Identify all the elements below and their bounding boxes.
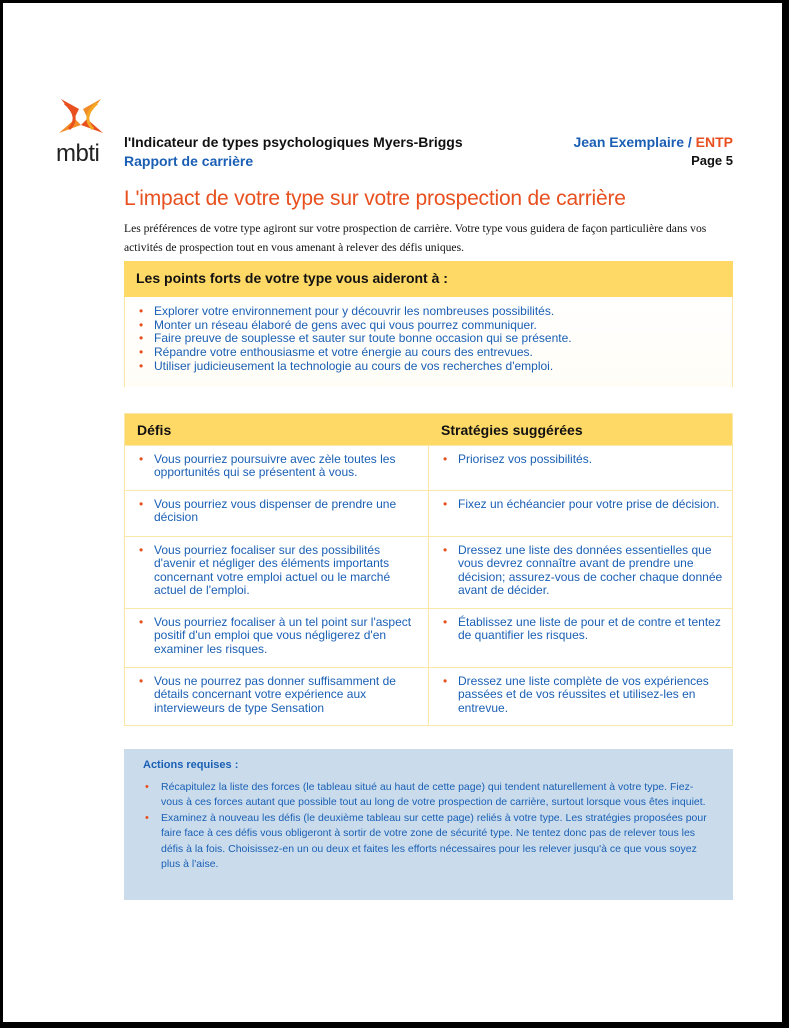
actions-list	[143, 780, 713, 872]
strength-item: • Faire preuve de souplesse et sauter sur toute bonne occasion qui se présente.	[137, 332, 732, 346]
table-row	[125, 667, 732, 725]
person-name-type	[573, 134, 733, 150]
header-challenges: Défis	[137, 422, 172, 438]
person-name: Jean Exemplaire	[573, 134, 684, 150]
table-row	[125, 608, 732, 667]
strength-item: • Utiliser judicieusement la technologie au cours de vos recherches d'emploi.	[137, 360, 732, 374]
strategy-cell	[429, 446, 732, 490]
strategy-cell	[429, 491, 732, 536]
challenge-text: • Vous pourriez focaliser sur des possibilités d'avenir et négliger des éléments importants concernant votre emploi actuel ou le marché actuel de l'emploi.	[137, 544, 420, 598]
strengths-body	[124, 297, 733, 387]
strengths-box	[124, 261, 733, 387]
actions-box	[124, 749, 733, 900]
page-title: L'impact de votre type sur votre prospection de carrière	[124, 187, 626, 210]
table-row	[125, 490, 732, 536]
challenge-cell	[125, 668, 429, 725]
table-row	[125, 445, 732, 490]
name-separator: /	[687, 134, 692, 150]
challenge-cell	[125, 537, 429, 608]
report-title: l'Indicateur de types psychologiques Myers-Briggs	[124, 134, 463, 150]
mbti-star-logo-icon	[55, 95, 107, 139]
strategy-text: • Établissez une liste de pour et de contre et tentez de quantifier les risques.	[441, 616, 724, 643]
actions-title: Actions requises :	[143, 759, 239, 771]
mbti-logo-text: mbti	[56, 140, 100, 167]
strategy-text: • Priorisez vos possibilités.	[441, 453, 724, 466]
strategy-text: • Dressez une liste des données essentielles que vous devrez connaître avant de prendre une décision; assurez-vous de cocher chaque donnée avant de décider.	[441, 544, 724, 598]
strategy-cell	[429, 668, 732, 725]
action-item: • Examinez à nouveau les défis (le deuxième tableau sur cette page) reliés à votre type. Les stratégies proposées pour faire face à ces défis vous obligeront à sortir de votre zone de sécurité type. Ne tentez donc pas de relever tous les défis à la fois. Choisissez-en un ou deux et faites les efforts nécessaires pour les relever jusqu'à ce que vous soyez plus à l'aise.	[143, 811, 713, 873]
table-row	[125, 536, 732, 608]
challenges-table	[124, 413, 733, 726]
report-subtitle: Rapport de carrière	[124, 153, 254, 169]
strength-item: • Répandre votre enthousiasme et votre énergie au cours des entrevues.	[137, 346, 732, 360]
challenge-text: • Vous ne pourrez pas donner suffisamment de détails concernant votre expérience aux intervieweurs de type Sensation	[137, 675, 420, 715]
strength-item: • Monter un réseau élaboré de gens avec qui vous pourrez communiquer.	[137, 319, 732, 333]
challenge-text: • Vous pourriez vous dispenser de prendre une décision	[137, 498, 420, 525]
header-strategies: Stratégies suggérées	[441, 422, 583, 438]
strategy-text: • Dressez une liste complète de vos expériences passées et de vos réussites et utilisez-les en entrevue.	[441, 675, 724, 715]
challenge-text: • Vous pourriez poursuivre avec zèle toutes les opportunités qui se présentent à vous.	[137, 453, 420, 480]
strengths-title: Les points forts de votre type vous aideront à :	[124, 261, 733, 297]
strength-item: • Explorer votre environnement pour y découvrir les nombreuses possibilités.	[137, 305, 732, 319]
action-item: • Récapitulez la liste des forces (le tableau situé au haut de cette page) qui tendent naturellement à votre type. Fiez-vous à ces forces autant que possible tout au long de votre prospection de carrière, surtout lorsque vous êtes inquiet.	[143, 780, 713, 811]
challenge-cell	[125, 446, 429, 490]
strengths-list	[137, 305, 732, 374]
intro-paragraph: Les préférences de votre type agiront sur votre prospection de carrière. Votre type vous guidera de façon particulière dans vos activités de prospection tout en vous amenant à relever des défis uniques.	[124, 222, 707, 254]
challenge-cell	[125, 491, 429, 536]
table-header	[125, 414, 732, 445]
strategy-cell	[429, 609, 732, 667]
strategy-cell	[429, 537, 732, 608]
page-number: Page 5	[691, 153, 733, 168]
challenge-cell	[125, 609, 429, 667]
challenge-text: • Vous pourriez focaliser à un tel point sur l'aspect positif d'un emploi que vous négligerez d'en examiner les risques.	[137, 616, 420, 656]
person-type: ENTP	[695, 134, 733, 150]
strategy-text: • Fixez un échéancier pour votre prise de décision.	[441, 498, 724, 511]
